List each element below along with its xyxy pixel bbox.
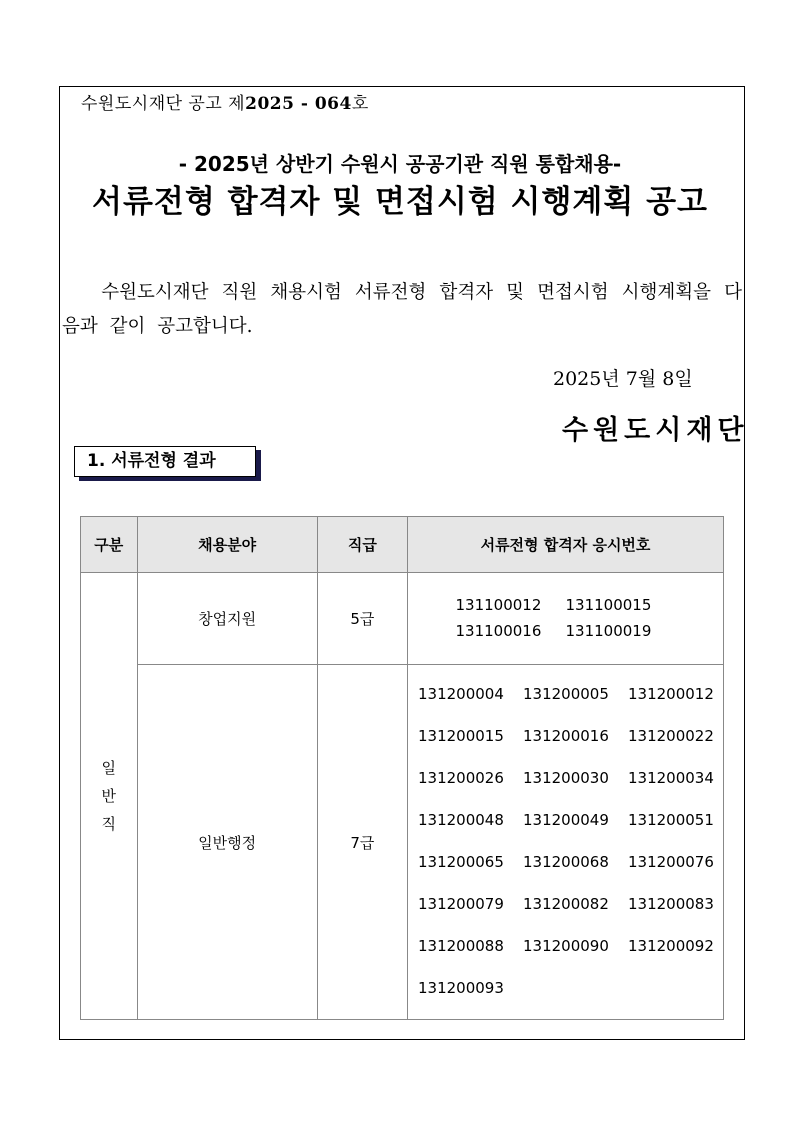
category-cell: [81, 573, 138, 1020]
applicant-number: 131100015: [565, 595, 652, 614]
applicant-number: 131200093: [418, 979, 504, 997]
applicant-number: 131200030: [523, 769, 609, 787]
applicant-number: 131200065: [418, 853, 504, 871]
page-title: 서류전형 합격자 및 면접시험 시행계획 공고: [92, 184, 708, 220]
applicant-number: 131200083: [628, 895, 714, 913]
applicant-number: 131200015: [418, 727, 504, 745]
numbers-list: [408, 582, 723, 656]
notice-date: 2025년 7월 8일: [553, 368, 693, 390]
applicant-number: 131200004: [418, 685, 504, 703]
applicant-number: 131200034: [628, 769, 714, 787]
numbers-cell: [408, 665, 724, 1020]
section-heading-1: 1. 서류전형 결과: [74, 446, 256, 477]
applicant-number: 131200090: [523, 937, 609, 955]
category-char: 직: [101, 815, 117, 833]
notice-number-value: 2025 - 064: [245, 94, 352, 114]
subtitle: - 2025년 상반기 수원시 공공기관 직원 통합채용-: [178, 152, 622, 176]
grade-cell: 7급: [317, 665, 407, 1020]
field-cell: 일반행정: [137, 665, 317, 1020]
header-category: 구분: [81, 517, 138, 573]
notice-body-text: 수원도시재단 직원 채용시험 서류전형 합격자 및 면접시험 시행계획을 다음과 같이 공고합니다.: [62, 282, 742, 337]
applicant-number: 131100016: [455, 621, 542, 640]
applicant-number: 131200016: [523, 727, 609, 745]
applicant-number: 131200082: [523, 895, 609, 913]
table-row: [81, 573, 724, 665]
notice-number: [81, 89, 369, 114]
notice-prefix: 수원도시재단 공고 제: [81, 94, 246, 114]
applicant-number: 131200076: [628, 853, 714, 871]
applicant-number: 131100012: [455, 595, 542, 614]
applicant-number: 131200068: [523, 853, 609, 871]
numbers-cell: [408, 573, 724, 665]
category-char: 반: [101, 787, 117, 805]
category-char: 일: [101, 759, 117, 777]
applicant-number: 131200022: [628, 727, 714, 745]
applicant-number: 131100019: [565, 621, 652, 640]
field-cell: 창업지원: [137, 573, 317, 665]
applicant-number: 131200088: [418, 937, 504, 955]
applicant-number: 131200079: [418, 895, 504, 913]
table-header-row: [81, 517, 724, 573]
table-row: [81, 665, 724, 1020]
notice-body: [62, 276, 742, 344]
header-numbers: 서류전형 합격자 응시번호: [408, 517, 724, 573]
applicant-number: 131200005: [523, 685, 609, 703]
numbers-list: [408, 665, 723, 1019]
grade-cell: 5급: [317, 573, 407, 665]
applicant-number: 131200048: [418, 811, 504, 829]
applicant-number: 131200049: [523, 811, 609, 829]
applicant-number: 131200092: [628, 937, 714, 955]
applicant-number: 131200051: [628, 811, 714, 829]
applicant-number: 131200026: [418, 769, 504, 787]
notice-suffix: 호: [351, 94, 369, 114]
result-table: [80, 516, 724, 1020]
header-field: 채용분야: [137, 517, 317, 573]
organization-name: 수원도시재단: [562, 415, 749, 446]
header-grade: 직급: [317, 517, 407, 573]
applicant-number: 131200012: [628, 685, 714, 703]
